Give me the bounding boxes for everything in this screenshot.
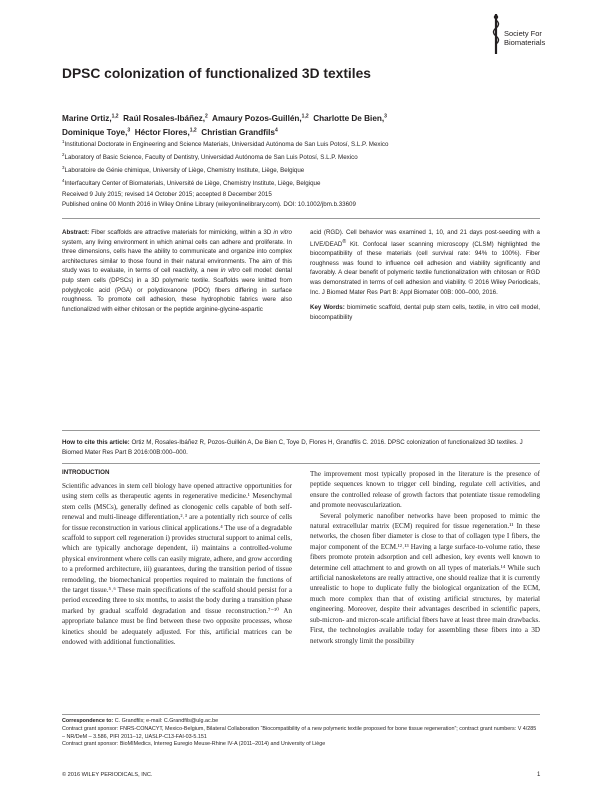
received-line: Received 9 July 2015; revised 14 October 2015; accepted 8 December 2015 [62, 191, 272, 198]
paragraph: The improvement most typically proposed in the literature is the presence of peptide sequences known to trigger cell binding, regulate cell activities, and ensure the controlled release of growth factors that potentiate tissue remodeling and promote neovascularization. [310, 470, 540, 510]
affiliations [62, 137, 542, 188]
keywords-label: Key Words: [310, 304, 345, 312]
grant-note: Contract grant sponsor: FNRS-CONACYT, Mexico-Belgium, Bilateral Collaboration “Biocompatibility of a new polymeric textile proposed for bone tissue regeneration”; contract grant numbers: V 4/285 – NR/DeM – 3.586, PIFI 2011–12, UASLP-C13-FAI-03-5.151 [62, 725, 537, 740]
author: Christian Grandfils$^4$ [201, 127, 278, 138]
cite-label: How to cite this article: [62, 439, 130, 446]
published-line: Published online 00 Month 2016 in Wiley Online Library (wileyonlinelibrary.com). DOI: 10.1002/jbm.b.33609 [62, 200, 356, 208]
author-list [62, 110, 542, 139]
abstract-label: Abstract: [62, 229, 90, 236]
divider [62, 714, 540, 715]
logo-line-2: Biomaterials [504, 37, 546, 47]
affiliation: $^3$Laboratoire de Génie chimique, University of Liège, Chemistry Institute, Liège, Belgique [62, 164, 305, 174]
author: Charlotte De Bien,$^3$ [313, 113, 387, 123]
intro-right-column [310, 469, 540, 646]
author: Amaury Pozos-Guillén,$^{1,2}$ [212, 113, 309, 123]
introduction-heading: INTRODUCTION [62, 469, 110, 476]
affiliation: $^2$Laboratory of Basic Science, Faculty of Dentistry, Universidad Autónoma de San Luis Potosí, S.L.P. Mexico [62, 151, 358, 161]
affiliation: $^4$Interfacultary Center of Biomaterials, Université de Liège, Chemistry Institute, Liège, Belgique [62, 177, 321, 187]
author: Héctor Flores,$^{1,2}$ [134, 127, 197, 138]
paragraph: Scientific advances in stem cell biology have opened attractive opportunities for using stem cells as therapeutic agents in regenerative medicine.¹ Mesenchymal stem cells (MSCs), generally defined as clonogenic cells capable of both self-renewal and multi-lineage differentiation,²˒³ are a potentially rich source of cells for tissue reconstruction in various clinical applications.⁴ The use of a degradable scaffold to support cell regeneration i) provides structural support to animal cells, which are typically anchorage dependent, ii) maintains a controlled-volume physical environment where cells can easily migrate, adhere, and grow according to a preformed architecture, iii) guarantees, during the transition period of tissue remodeling, the biomechanical properties required to maintain the functions of the target tissue.⁵˒⁶ These main specifications of the scaffold should persist for a period exceeding three to six months, to assist the body during a transition phase marked by gradual scaffold degradation and tissue reconstruction.⁷⁻¹⁰ An appropriate balance must be find between these two opposite processes, whose kinetics should be adequately adjusted. For this, artificial matrices can be endowed with additional functionalities. [62, 482, 292, 647]
citation-note: How to cite this article: Ortiz M, Rosales-Ibáñez R, Pozos-Guillén A, De Bien C, Toye D, Flores H, Grandfils C. 2016. DPSC colonization of functionalized 3D textiles. J Biomed Mater Res Part B 2016:00B:000–000. [62, 439, 523, 456]
author: Raúl Rosales-Ibáñez,$^2$ [123, 113, 208, 123]
society-logo-icon [490, 14, 502, 54]
page-number: 1 [537, 772, 541, 778]
society-logo [490, 14, 580, 64]
grant-note: Contract grant sponsor: BioMIMedics, Interreg Euregio Meuse-Rhine IV-A (2011–2014) and University of Liège [62, 741, 326, 748]
footnotes [62, 718, 540, 749]
article-title: DPSC colonization of functionalized 3D textiles [62, 66, 371, 81]
abstract-right: acid (RGD). Cell behavior was examined 1, 10, and 21 days post-seeding with a LIVE/DEAD® Kit. Confocal laser scanning microscopy (CLSM) highlighted the biocompatibility of these materials (cell survival rate: 94% to 100%). Fiber roughness was found to influence cell adhesion and viability significantly and favorably. A clear benefit of polymeric textile functionalization with chitosan or RGD was demonstrated in terms of cell adhesion and viability. © 2016 Wiley Periodicals, Inc. J Biomed Mater Res Part B: Appl Biomater 00B: 000–000, 2016. Key Words: biomimetic scaffold, dental pulp stem cells, textile, in vitro cell model, biocompatibility [310, 229, 540, 321]
divider [62, 463, 540, 464]
divider [62, 218, 540, 219]
paragraph: Several polymeric nanofiber networks have been proposed to mimic the natural extracellular matrix (ECM) required for tissue regeneration.¹¹ In these networks, the chosen fiber diameter is close to that of collagen type I fibers, the major component of the ECM.¹²˒¹³ Having a large surface-to-volume ratio, these fibers promote protein adsorption and cell adhesion, key events well known to determine cell attachment to and growth on all types of materials.¹⁴ While such artificial nanoskeletons are really attractive, one should realize that it is currently unrealistic to hope to duplicate fully the biological organization of the ECM, much more complex than that of existing artificial structures, by material engineering. Moreover, despite their advantages described in scientific papers, sub-micron- and micron-scale artificial fibers have at least three main drawbacks. First, the technologies available today for assembling these fibers into a 3D network strongly limit the possibility [310, 511, 540, 645]
abstract-left: Abstract: Fiber scaffolds are attractive materials for mimicking, within a 3D in vitro system, any living environment in which animal cells can adhere and proliferate. In three dimensions, cells have the ability to communicate and organize into complex architectures similar to those found in their natural environments. The aim of this study was to evaluate, in terms of cell reactivity, a new in vitro cell model: dental pulp stem cells (DPSCs) in a 3D polymeric textile. Scaffolds were knitted from polyglycolic acid (PGA) or polydioxanone (PDO) fibers differing in surface roughness. To promote cell adhesion, these hydrophobic fabrics were also functionalized with either chitosan or the peptide arginine-glycine-aspartic [62, 229, 292, 313]
affiliation: $^1$Institutional Doctorate in Engineering and Science Materials, Universidad Autónoma de San Luis Potosí, S.L.P. Mexico [62, 139, 389, 149]
publication-dates [62, 190, 542, 210]
author: Dominique Toye,$^3$ [62, 127, 131, 138]
author: Marine Ortiz,$^{1,2}$ [62, 113, 119, 123]
keywords: Key Words: biomimetic scaffold, dental pulp stem cells, textile, in vitro cell model, biocompatibility [310, 304, 540, 321]
intro-left-column [62, 481, 292, 648]
divider [62, 430, 540, 431]
copyright: © 2016 WILEY PERIODICALS, INC. [62, 772, 153, 778]
correspondence: Correspondence to: C. Grandfils; e-mail: C.Grandfils@ulg.ac.be [62, 718, 219, 724]
logo-line-1: Society For [504, 29, 542, 38]
author-line-1 [62, 110, 542, 125]
